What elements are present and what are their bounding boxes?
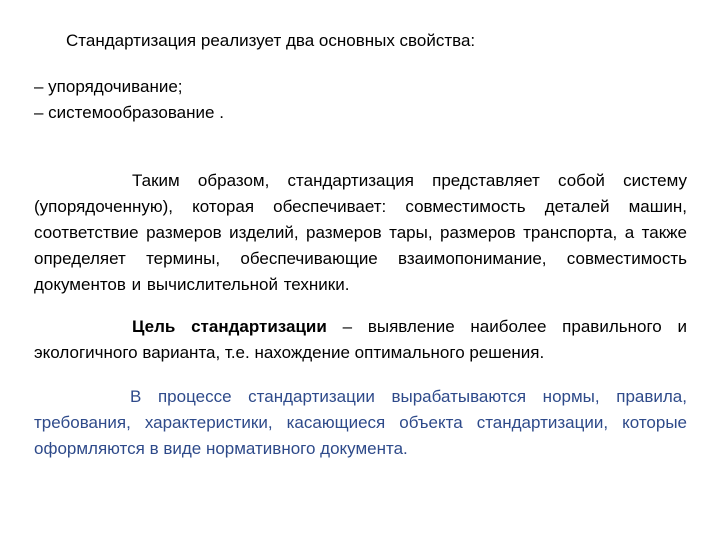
properties-list [34, 74, 224, 126]
intro-text: Стандартизация реализует два основных свойства: [66, 31, 476, 50]
goal-paragraph [34, 314, 687, 366]
property-item-system-forming: – системообразование . [34, 103, 224, 122]
goal-term: Цель стандартизации [132, 317, 327, 336]
process-paragraph: В процессе стандартизации вырабатываются нормы, правила, требования, характеристики, касающиеся объекта стандартизации, которые оформляются в виде нормативного документа. [34, 387, 687, 458]
goal-definition: – выявление наиболее правильного и экологичного варианта, т.е. нахождение оптимального решения. [34, 317, 687, 362]
property-item-ordering: – упорядочивание; [34, 77, 183, 96]
summary-paragraph: Таким образом, стандартизация представляет собой систему (упорядоченную), которая обеспечивает: совместимость деталей машин, соответствие размеров изделий, размеров тары, размеров транспорта, а также определяет термины, обеспечивающие взаимопонимание, совместимость документов и вычислительной техники. [34, 171, 687, 294]
